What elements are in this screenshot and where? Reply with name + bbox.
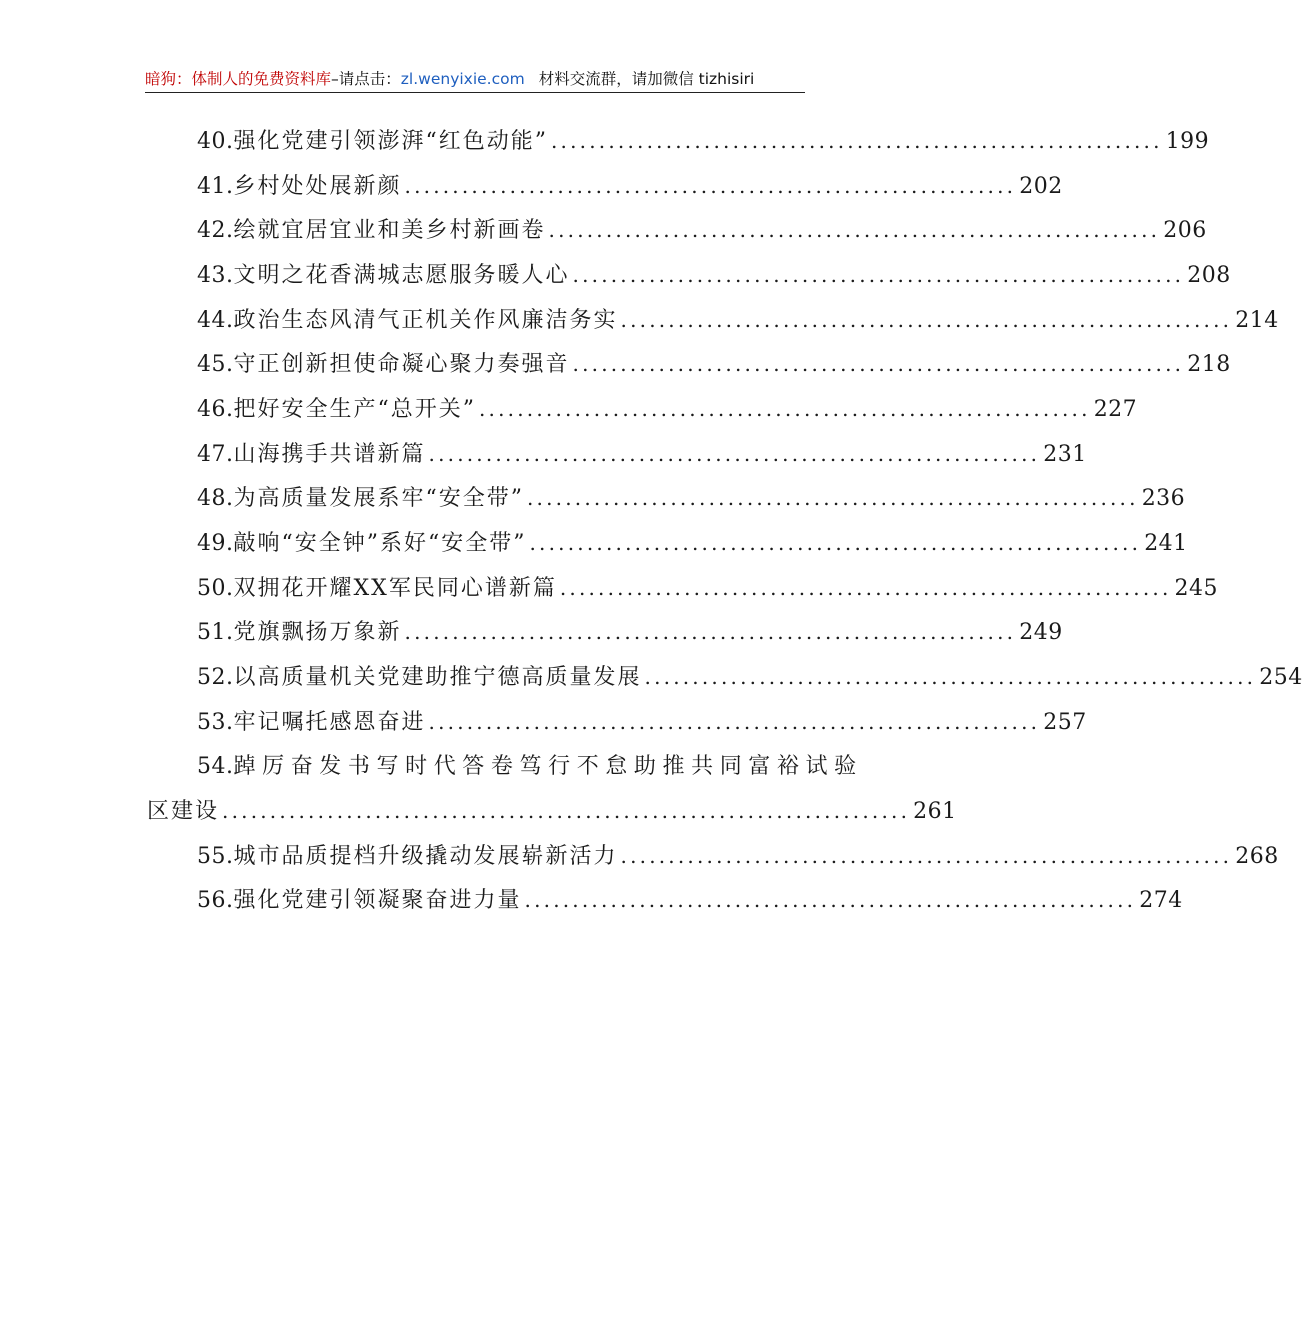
toc-entry[interactable] [197, 347, 1231, 381]
toc-leader: ................................................................ [572, 263, 1185, 287]
page-header [145, 66, 805, 93]
toc-entry[interactable] [197, 258, 1231, 292]
toc-number: 55. [197, 844, 234, 869]
toc-entry[interactable] [197, 124, 1210, 158]
toc-title: 双拥花开耀XX军民同心谱新篇 [233, 576, 557, 601]
toc-page: 274 [1139, 888, 1183, 913]
toc-number: 43. [197, 263, 234, 288]
toc-leader: ................................................................ [479, 397, 1091, 421]
toc-entry[interactable] [197, 213, 1207, 247]
toc-entry[interactable] [197, 883, 1183, 917]
toc-page: 257 [1043, 710, 1087, 735]
toc-entry[interactable] [197, 526, 1188, 560]
toc-page: 208 [1187, 263, 1231, 288]
toc-number: 41. [197, 174, 234, 199]
toc-leader: ................................................................ [559, 576, 1172, 600]
toc-number: 42. [197, 218, 234, 243]
toc-leader: ................................................................ [620, 308, 1233, 332]
toc-number: 56. [197, 888, 234, 913]
toc-title: 乡村处处展新颜 [233, 174, 402, 199]
toc-page: 245 [1174, 576, 1219, 601]
toc-page: 218 [1187, 352, 1231, 377]
toc-entry-continuation[interactable] [147, 794, 957, 828]
toc-leader: ................................................................ [404, 174, 1017, 198]
toc-number: 46. [197, 397, 234, 422]
toc-number: 51. [197, 620, 234, 645]
toc-leader: ................................................................ [551, 129, 1163, 153]
toc-page: 199 [1165, 129, 1210, 154]
toc-entry[interactable] [197, 615, 1063, 649]
toc-title: 强化党建引领澎湃“红色动能” [233, 129, 548, 154]
toc-leader: ................................................................ [548, 218, 1161, 242]
toc-title: 山海携手共谱新篇 [233, 442, 426, 467]
toc-entry[interactable] [197, 660, 1303, 694]
toc-number: 53. [197, 710, 234, 735]
toc-number: 48. [197, 486, 234, 511]
toc-entry[interactable] [197, 169, 1063, 203]
toc-title: 党旗飘扬万象新 [233, 620, 402, 645]
toc-leader: ................................................................ [527, 486, 1139, 510]
toc-title: 踔厉奋发书写时代答卷笃行不怠助推共同富裕试验 [233, 754, 863, 779]
toc-page: 231 [1043, 442, 1087, 467]
toc-number: 54. [197, 754, 234, 779]
toc-page: 214 [1235, 308, 1279, 333]
toc-leader: ................................................................ [404, 620, 1017, 644]
toc-page: 236 [1141, 486, 1186, 511]
toc-leader: ................................................................ [529, 531, 1142, 555]
toc-title: 政治生态风清气正机关作风廉洁务实 [233, 308, 618, 333]
header-group-info: 材料交流群，请加微信 tizhisiri [538, 70, 755, 88]
toc-page: 241 [1144, 531, 1188, 556]
header-site-name: 暗狗：体制人的免费资料库 [145, 70, 332, 88]
toc-page: 202 [1019, 174, 1063, 199]
toc-leader: ................................................................ [572, 352, 1185, 376]
toc-entry[interactable] [197, 481, 1186, 515]
toc-title: 以高质量机关党建助推宁德高质量发展 [233, 665, 642, 690]
toc-entry[interactable] [197, 839, 1279, 873]
header-link[interactable]: zl.wenyixie.com [400, 70, 525, 88]
toc-title: 守正创新担使命凝心聚力奏强音 [233, 352, 570, 377]
toc-title: 文明之花香满城志愿服务暖人心 [233, 263, 570, 288]
toc-title: 强化党建引领凝聚奋进力量 [233, 888, 522, 913]
toc-leader: ................................................................ [428, 442, 1041, 466]
toc-entry[interactable] [197, 392, 1138, 426]
toc-leader: ................................................................ [428, 710, 1041, 734]
toc-leader: ........................................................................ [222, 799, 911, 823]
toc-title: 牢记嘱托感恩奋进 [233, 710, 426, 735]
toc-title: 敲响“安全钟”系好“安全带” [233, 531, 527, 556]
toc-title: 城市品质提档升级撬动发展崭新活力 [233, 844, 618, 869]
toc-number: 50. [197, 576, 234, 601]
toc-number: 47. [197, 442, 234, 467]
toc-leader: ................................................................ [524, 888, 1137, 912]
toc-title: 区建设 [147, 799, 220, 824]
toc-entry[interactable] [197, 303, 1279, 337]
toc-leader: ................................................................ [620, 844, 1233, 868]
toc-page: 227 [1093, 397, 1138, 422]
toc-page: 249 [1019, 620, 1063, 645]
toc-number: 40. [197, 129, 234, 154]
toc-number: 52. [197, 665, 234, 690]
toc-entry[interactable] [197, 749, 863, 783]
toc-title: 为高质量发展系牢“安全带” [233, 486, 524, 511]
toc-leader: ................................................................ [644, 665, 1257, 689]
toc-number: 44. [197, 308, 234, 333]
toc-title: 绘就宜居宜业和美乡村新画卷 [233, 218, 546, 243]
toc-number: 49. [197, 531, 234, 556]
toc-page: 261 [913, 799, 957, 824]
toc-entry[interactable] [197, 437, 1087, 471]
toc-page: 268 [1235, 844, 1279, 869]
toc-entry[interactable] [197, 705, 1087, 739]
toc-number: 45. [197, 352, 234, 377]
toc-page: 206 [1163, 218, 1207, 243]
toc-entry[interactable] [197, 571, 1219, 605]
toc-title: 把好安全生产“总开关” [233, 397, 476, 422]
toc-page: 254 [1259, 665, 1303, 690]
header-prompt: –请点击： [331, 70, 401, 88]
